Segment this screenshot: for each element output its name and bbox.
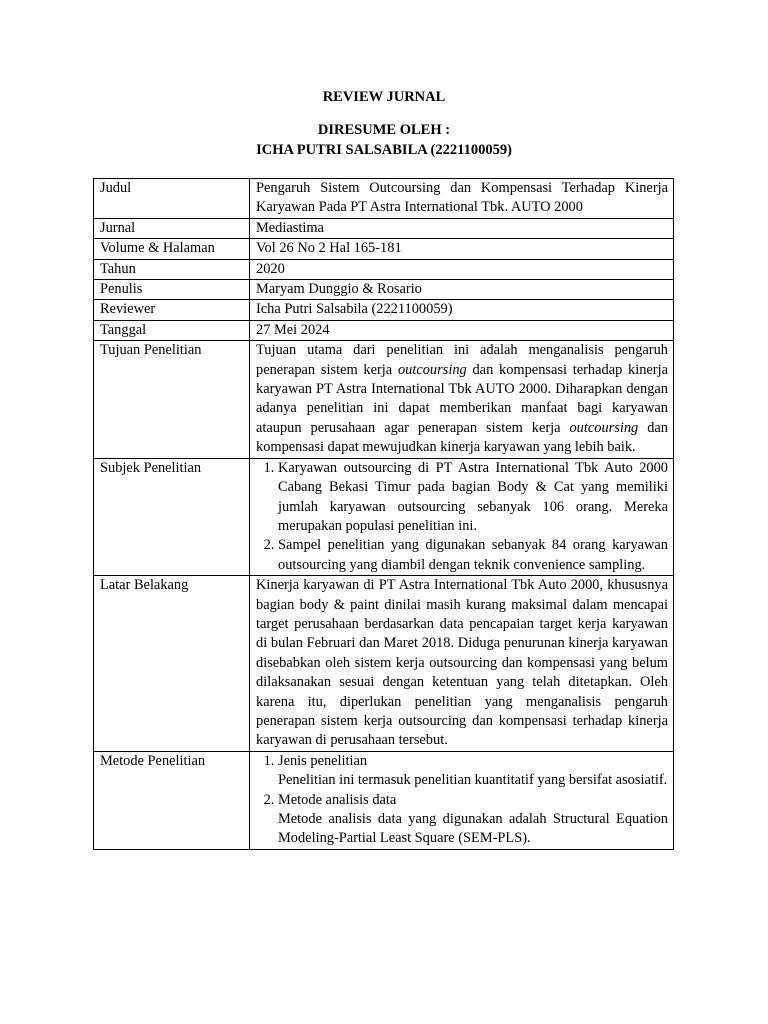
subjek-list: [256, 459, 668, 575]
metode-item-1-title: 1. Jenis penelitian: [278, 752, 368, 769]
subjek-item-2: 2. Sampel penelitian yang digunakan sebanyak 84 orang karyawan outsourcing yang diambil dengan teknik convenience sampling.: [278, 536, 668, 575]
metode-item-2-text: Metode analisis data yang digunakan adalah Structural Equation Modeling-Partial Least Square (SEM-PLS).: [278, 811, 668, 847]
label-metode: Metode Penelitian: [94, 751, 250, 849]
label-judul: Judul: [94, 179, 250, 219]
tujuan-text-3: dan kompensasi dapat mewujudkan kinerja karyawan yang lebih baik.: [256, 419, 668, 456]
row-tahun: [94, 259, 674, 279]
metode-item-2: [278, 791, 668, 849]
tujuan-text-1: Tujuan utama dari penelitian ini adalah menganalisis pengaruh penerapan sistem kerja: [256, 342, 668, 378]
subjek-item-1: 1. Karyawan outsourcing di PT Astra International Tbk Auto 2000 Cabang Bekasi Timur pada bagian Body & Cat yang memiliki jumlah karyawan outsourcing sebanyak 106 orang. Mereka merupakan populasi penelitian ini.: [278, 459, 668, 537]
label-jurnal: Jurnal: [94, 218, 250, 238]
label-reviewer: Reviewer: [94, 300, 250, 320]
tujuan-italic-1: outcoursing: [397, 361, 467, 378]
label-volume: Volume & Halaman: [94, 239, 250, 259]
value-subjek: [250, 458, 674, 575]
value-jurnal: Mediastima: [250, 218, 674, 238]
value-penulis: Maryam Dunggio & Rosario: [250, 280, 674, 300]
row-judul: [94, 179, 674, 219]
tujuan-italic-2: outcoursing: [569, 419, 639, 436]
value-latar: Kinerja karyawan di PT Astra International Tbk Auto 2000, khususnya bagian body & paint dinilai masih kurang maksimal dalam mencapai target perusahaan berdasarkan data pencapaian target kerja karyawan di bulan Februari dan Maret 2018. Diduga penurunan kinerja karyawan disebabkan oleh sistem kerja outsourcing dan kompensasi yang belum dilaksanakan sesuai dengan ketentuan yang telah ditetapkan. Oleh karena itu, diperlukan penelitian yang menganalisis pengaruh penerapan sistem kerja outsourcing dan kompensasi terhadap kinerja karyawan di perusahaan tersebut.: [250, 576, 674, 752]
row-tanggal: [94, 320, 674, 340]
value-tahun: 2020: [250, 259, 674, 279]
row-jurnal: [94, 218, 674, 238]
metode-item-2-title: 2. Metode analisis data: [278, 791, 397, 808]
value-volume: Vol 26 No 2 Hal 165-181: [250, 239, 674, 259]
row-subjek: [94, 458, 674, 575]
metode-item-1: [278, 752, 668, 791]
label-tanggal: Tanggal: [94, 320, 250, 340]
value-tanggal: 27 Mei 2024: [250, 320, 674, 340]
row-volume: [94, 239, 674, 259]
summarized-by-label: DIRESUME OLEH :: [317, 122, 451, 138]
tujuan-text-2: dan kompensasi terhadap kinerja karyawan PT Astra International Tbk AUTO 2000. Diharapkan dengan adanya penelitian ini dapat memberikan manfaat bagi karyawan ataupun perusahaan agar penerapan sistem kerja: [256, 361, 668, 436]
row-metode: [94, 751, 674, 849]
value-reviewer: Icha Putri Salsabila (2221100059): [250, 300, 674, 320]
value-judul: Pengaruh Sistem Outcoursing dan Kompensasi Terhadap Kinerja Karyawan Pada PT Astra International Tbk. AUTO 2000: [250, 179, 674, 219]
row-reviewer: [94, 300, 674, 320]
label-subjek: Subjek Penelitian: [94, 458, 250, 575]
label-latar: Latar Belakang: [94, 576, 250, 752]
label-tujuan: Tujuan Penelitian: [94, 341, 250, 458]
row-tujuan: [94, 341, 674, 458]
row-penulis: [94, 280, 674, 300]
value-tujuan: [250, 341, 674, 458]
review-table: [93, 178, 674, 850]
metode-list: [256, 752, 668, 849]
value-metode: [250, 751, 674, 849]
author-heading: ICHA PUTRI SALSABILA (2221100059): [256, 142, 512, 158]
metode-item-1-text: Penelitian ini termasuk penelitian kuantitatif yang bersifat asosiatif.: [278, 772, 668, 789]
label-penulis: Penulis: [94, 280, 250, 300]
document-title: REVIEW JURNAL: [322, 89, 446, 105]
row-latar: [94, 576, 674, 752]
label-tahun: Tahun: [94, 259, 250, 279]
